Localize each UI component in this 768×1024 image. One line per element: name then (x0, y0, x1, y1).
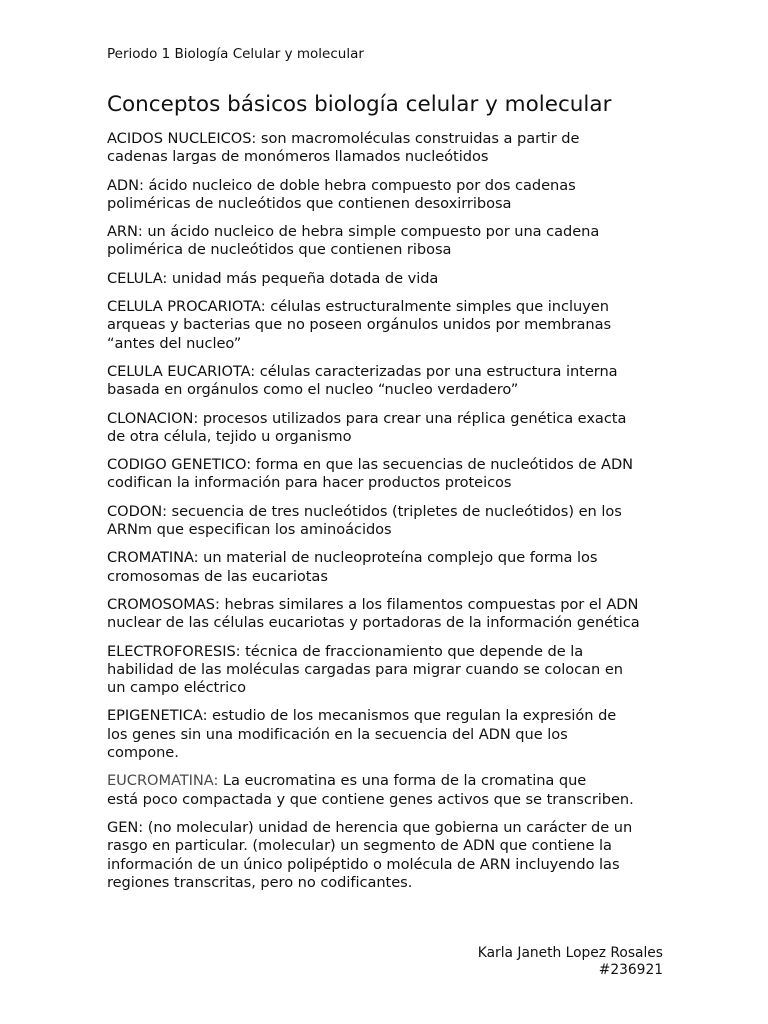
entry-line: CROMATINA: un material de nucleoproteína complejo que forma los (107, 549, 598, 567)
glossary-entry-celula-eucariota (107, 363, 663, 400)
author-name: Karla Janeth Lopez Rosales (477, 945, 663, 961)
entry-line: los genes sin una modificación en la secuencia del ADN que los (107, 725, 568, 743)
entry-line: un campo eléctrico (107, 679, 247, 697)
entry-line: “antes del nucleo” (107, 334, 242, 352)
entry-line: cromosomas de las eucariotas (107, 567, 328, 585)
glossary-entry-celula-procariota (107, 298, 663, 353)
page-title: Conceptos básicos biología celular y molecular (107, 92, 612, 117)
glossary-entry-epigenetica (107, 707, 663, 762)
entry-line: ACIDOS NUCLEICOS: son macromoléculas construidas a partir de (107, 130, 580, 147)
glossary-entry-clonacion (107, 410, 663, 447)
author-footer (478, 945, 663, 979)
entry-line: CODIGO GENETICO: forma en que las secuencias de nucleótidos de ADN (107, 456, 634, 474)
entry-line: ARNm que especifican los aminoácidos (107, 521, 392, 539)
glossary-entry-eucromatina (107, 772, 663, 809)
entry-line: regiones transcritas, pero no codificantes. (107, 873, 413, 891)
entry-line: polimérica de nucleótidos que contienen ribosa (107, 241, 452, 259)
entry-line: CLONACION: procesos utilizados para crear una réplica genética exacta (107, 409, 627, 427)
entry-line: está poco compactada y que contiene genes activos que se transcriben. (107, 790, 634, 808)
entry-line: basada en orgánulos como el nucleo “nucleo verdadero” (107, 381, 519, 399)
glossary-entry-codigo-genetico (107, 456, 663, 493)
entry-line: codifican la información para hacer productos proteicos (107, 474, 512, 492)
entry-line: información de un único polipéptido o molécula de ARN incluyendo las (107, 855, 620, 873)
entry-line: CELULA PROCARIOTA: células estructuralmente simples que incluyen (107, 298, 609, 316)
glossary-entry-celula (107, 270, 663, 288)
entry-line: de otra célula, tejido u organismo (107, 427, 352, 445)
student-id: #236921 (598, 962, 663, 978)
entry-line: rasgo en particular. (molecular) un segmento de ADN que contiene la (107, 837, 612, 855)
glossary-entry-acidos-nucleicos (107, 130, 663, 167)
entry-line: poliméricas de nucleótidos que contienen desoxirribosa (107, 194, 512, 212)
entry-line: habilidad de las moléculas cargadas para migrar cuando se colocan en (107, 660, 623, 678)
glossary-list (107, 130, 663, 902)
entry-line (107, 772, 663, 790)
glossary-entry-cromosomas (107, 596, 663, 633)
entry-line: ARN: un ácido nucleico de hebra simple compuesto por una cadena (107, 223, 600, 241)
entry-line: CELULA: unidad más pequeña dotada de vida (107, 269, 439, 287)
entry-line: ELECTROFORESIS: técnica de fraccionamiento que depende de la (107, 642, 584, 660)
document-page (107, 0, 663, 1024)
page-header: Periodo 1 Biología Celular y molecular (107, 46, 364, 62)
glossary-entry-arn (107, 223, 663, 260)
glossary-entry-cromatina (107, 549, 663, 586)
entry-line: arqueas y bacterias que no poseen orgánulos unidos por membranas (107, 316, 612, 334)
glossary-entry-adn (107, 177, 663, 214)
entry-line: nuclear de las células eucariotas y portadoras de la información genética (107, 614, 640, 632)
entry-line: EPIGENETICA: estudio de los mecanismos que regulan la expresión de (107, 707, 617, 725)
entry-term: EUCROMATINA: (107, 772, 219, 790)
entry-definition: La eucromatina es una forma de la cromatina que (218, 772, 587, 790)
entry-line: CROMOSOMAS: hebras similares a los filamentos compuestas por el ADN (107, 595, 639, 613)
entry-line: GEN: (no molecular) unidad de herencia que gobierna un carácter de un (107, 818, 633, 836)
glossary-entry-codon (107, 503, 663, 540)
entry-line: ADN: ácido nucleico de doble hebra compuesto por dos cadenas (107, 176, 576, 194)
glossary-entry-gen (107, 819, 663, 892)
entry-line: compone. (107, 744, 179, 762)
entry-line: cadenas largas de monómeros llamados nucleótidos (107, 148, 489, 166)
entry-line: CODON: secuencia de tres nucleótidos (tripletes de nucleótidos) en los (107, 502, 622, 520)
entry-line: CELULA EUCARIOTA: células caracterizadas por una estructura interna (107, 362, 618, 380)
glossary-entry-electroforesis (107, 643, 663, 698)
